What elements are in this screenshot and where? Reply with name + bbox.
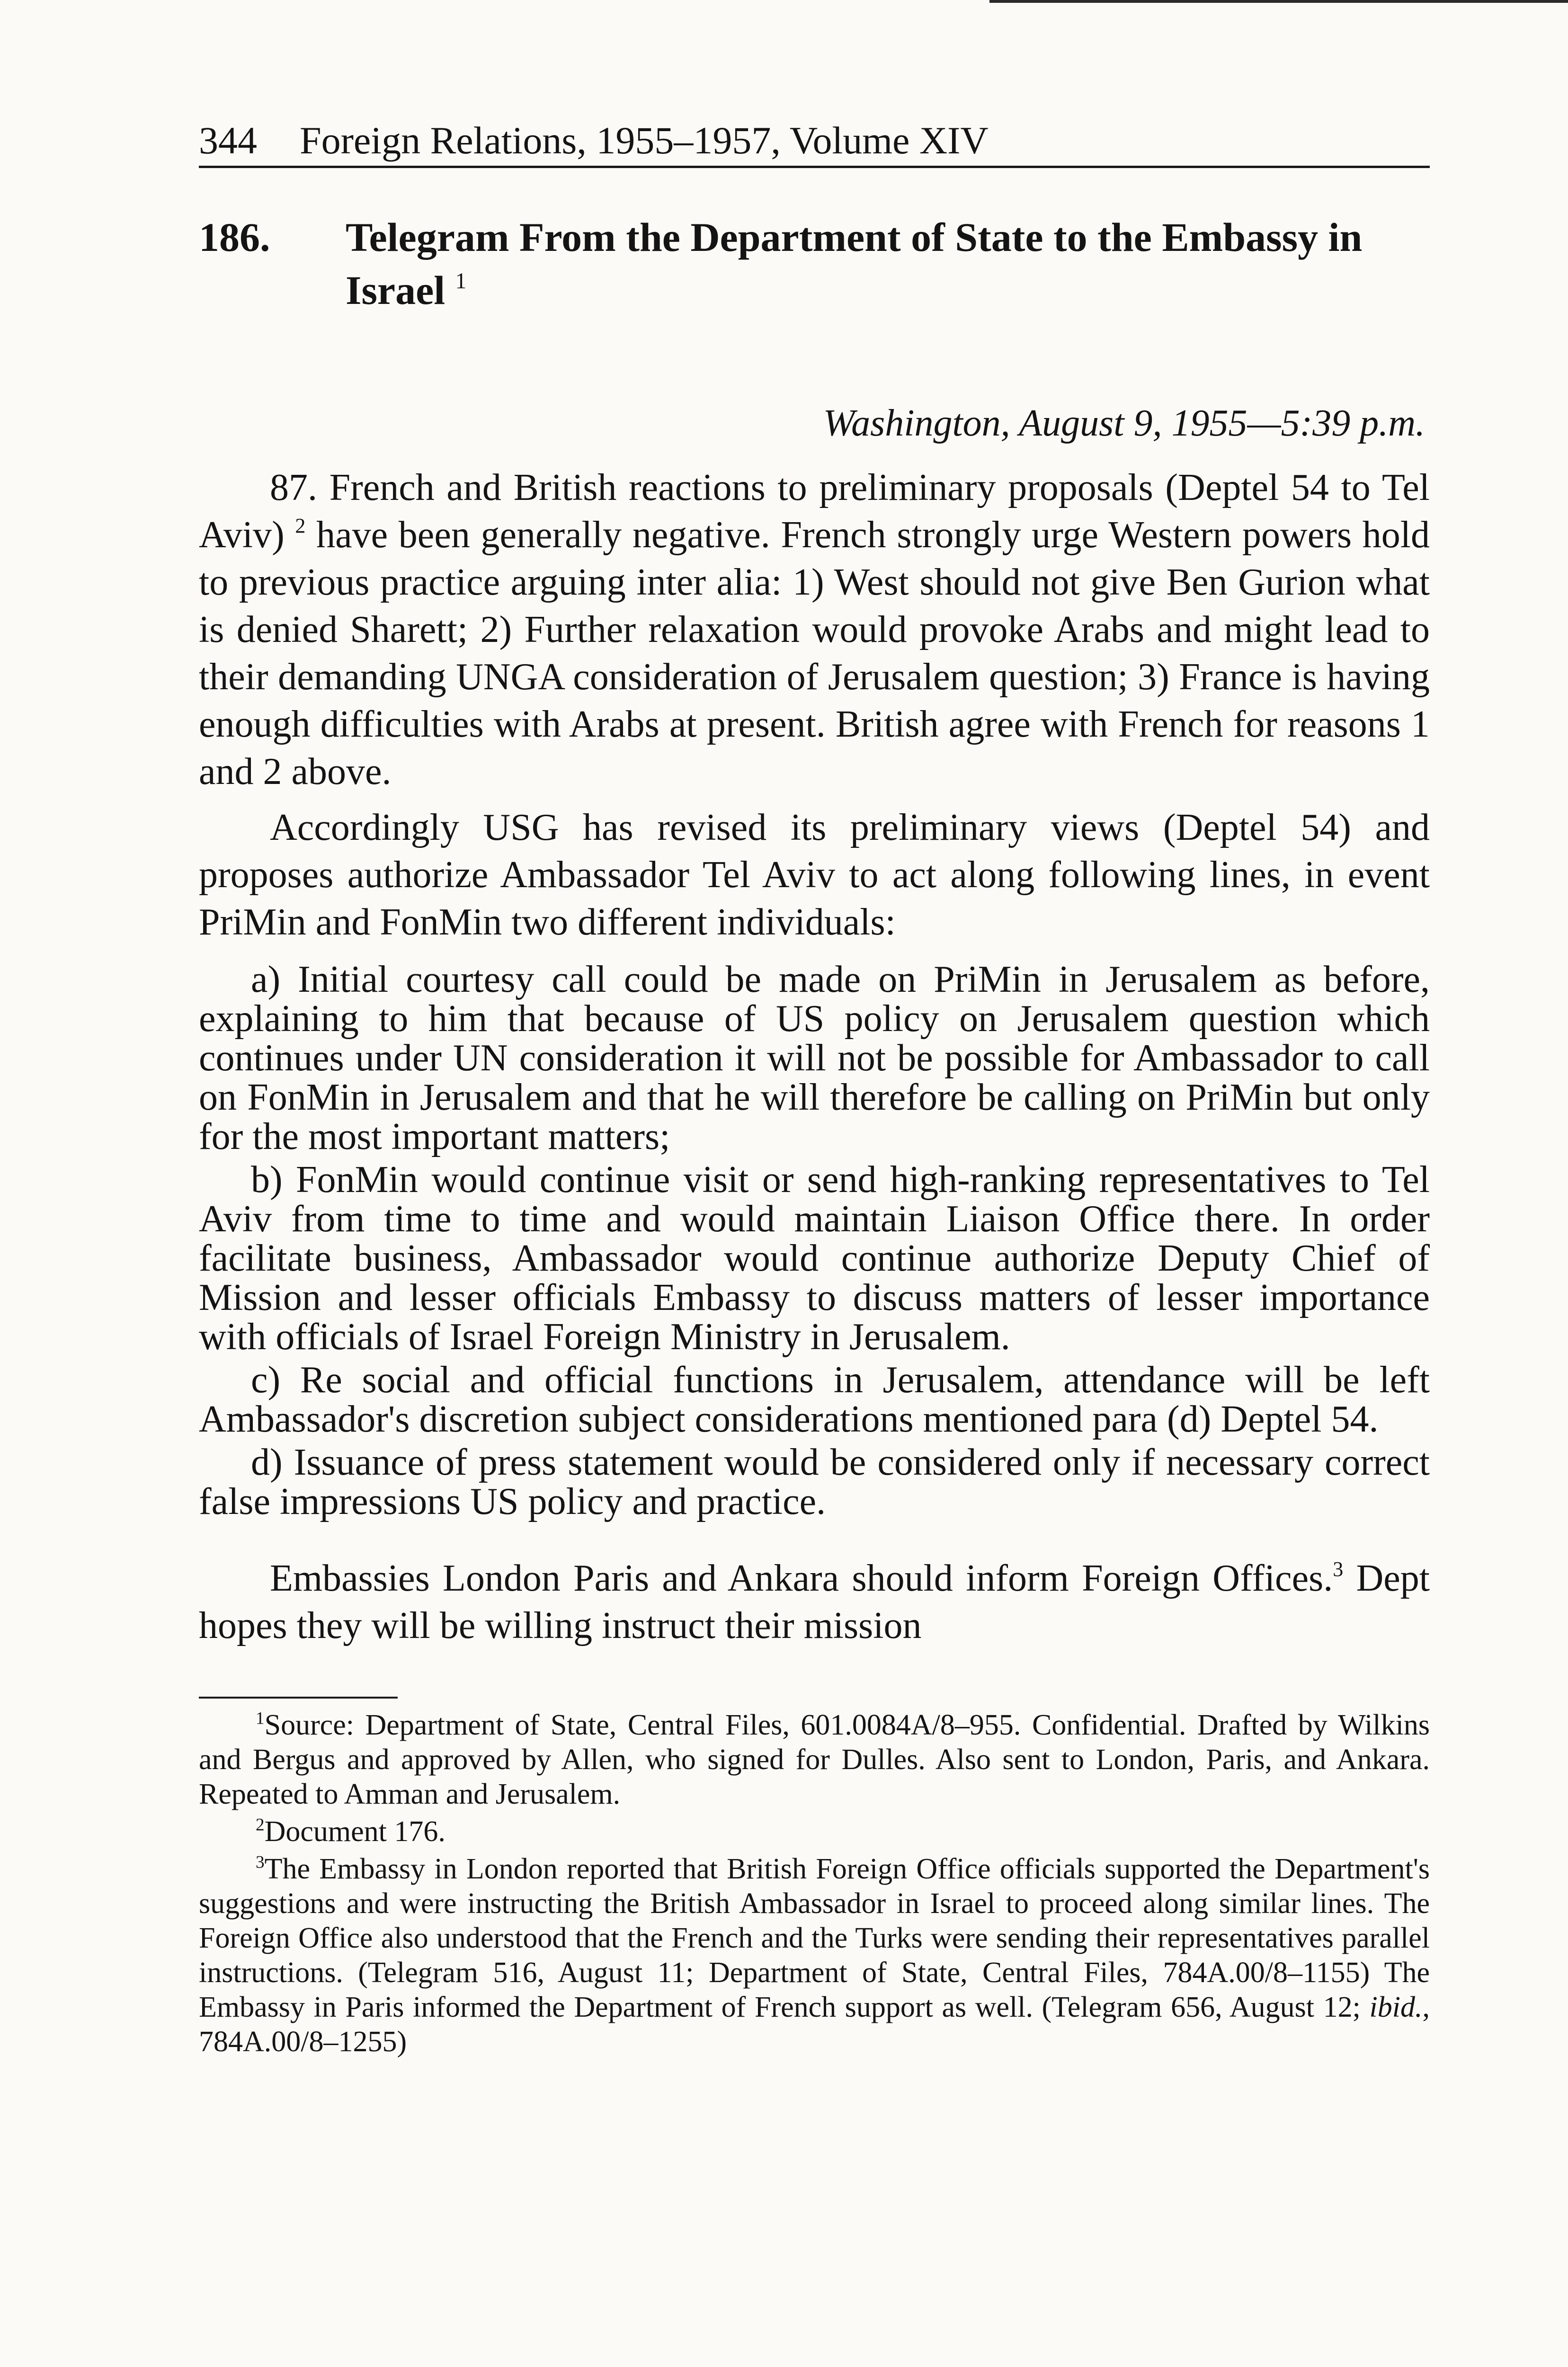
page-number: 344 xyxy=(199,119,257,162)
footnote-divider xyxy=(199,1697,398,1699)
document-number: 186. xyxy=(199,214,270,260)
paragraph-1-text-b: have been generally negative. French strongly urge Western powers hold to previous practice arguing inter alia: 1) West should not give Ben Gurion what is denied Sharett; 2) Further relaxation would provoke Arabs and might lead to their demanding UNGA consideration of Jerusalem question; 3) France is having enough difficulties with Arabs at present. British agree with French for reasons 1 and 2 above. xyxy=(199,514,1430,792)
proposal-item-d: d) Issuance of press statement would be considered only if necessary correct false impressions US policy and practice. xyxy=(199,1442,1430,1522)
closing-text-a: Embassies London Paris and Ankara should inform Foreign Offices. xyxy=(270,1557,1333,1599)
closing-text-b: Dept hopes they will be willing instruct their mission xyxy=(199,1557,1430,1646)
proposal-item-b: b) FonMin would continue visit or send high-ranking representatives to Tel Aviv from time to time and would maintain Liaison Office there. In order facilitate business, Ambassador would continue authorize Deputy Chief of Mission and lesser officials Embassy to discuss matters of lesser importance with officials of Israel Foreign Ministry in Jerusalem. xyxy=(199,1159,1430,1358)
footnote-3 xyxy=(199,1852,1430,2059)
document-heading xyxy=(199,211,1430,317)
footnote-2-mark: 2 xyxy=(256,1815,265,1835)
proposal-item-c: c) Re social and official functions in Jerusalem, attendance will be left Ambassador's discretion subject considerations mentioned para (d) Deptel 54. xyxy=(199,1359,1430,1440)
footnote-2 xyxy=(199,1815,1430,1849)
footnote-1-mark: 1 xyxy=(256,1709,265,1728)
document-title-text: Telegram From the Department of State to the Embassy in Israel xyxy=(346,214,1363,313)
footnote-ref-3: 3 xyxy=(1333,1557,1344,1581)
top-edge-rule xyxy=(989,0,1568,3)
footnote-3-mark: 3 xyxy=(256,1852,265,1872)
proposal-list xyxy=(199,960,1430,1522)
dateline: Washington, August 9, 1955—5:39 p.m. xyxy=(823,402,1425,444)
paragraph-1 xyxy=(199,464,1430,795)
telegram-body xyxy=(199,464,1430,1522)
proposal-item-a: a) Initial courtesy call could be made on PriMin in Jerusalem as before, explaining to him that because of US policy on Jerusalem question which continues under UN consideration it will not be possible for Ambassador to call on FonMin in Jerusalem and that he will therefore be calling on PriMin but only for the most important matters; xyxy=(199,959,1430,1157)
footnote-2-text: Document 176. xyxy=(264,1815,445,1848)
paragraph-1-text-a: 87. French and British reactions to preliminary proposals (Deptel 54 to Tel Aviv) xyxy=(199,467,1430,556)
closing-paragraph xyxy=(199,1555,1430,1649)
footnote-3-text-a: The Embassy in London reported that British Foreign Office officials supported the Department's suggestions and were instructing the British Ambassador in Israel to proceed along similar lines. The Foreign Office also understood that the French and the Turks were sending their representatives parallel instructions. (Telegram 516, August 11; Department of State, Central Files, 784A.00/8–1155) The Embassy in Paris informed the Department of French support as well. (Telegram 656, August 12; xyxy=(199,1853,1430,2023)
running-header xyxy=(199,118,1430,168)
page xyxy=(199,118,1430,2059)
footnote-3-ibid: ibid. xyxy=(1369,1991,1423,2023)
title-footnote-ref: 1 xyxy=(455,268,467,294)
document-title xyxy=(346,211,1430,317)
footnote-ref-2: 2 xyxy=(295,514,306,538)
running-title: Foreign Relations, 1955–1957, Volume XIV xyxy=(300,119,989,162)
footnote-3-text-b: , 784A.00/8–1255) xyxy=(199,1991,1430,2058)
paragraph-2: Accordingly USG has revised its preliminary views (Deptel 54) and proposes authorize Ambassador Tel Aviv to act along following lines, in event PriMin and FonMin two different individuals: xyxy=(199,807,1430,943)
footnotes xyxy=(199,1708,1430,2059)
footnote-1 xyxy=(199,1708,1430,1812)
footnote-1-text: Source: Department of State, Central Files, 601.0084A/8–955. Confidential. Drafted by Wilkins and Bergus and approved by Allen, who signed for Dulles. Also sent to London, Paris, and Ankara. Repeated to Amman and Jerusalem. xyxy=(199,1709,1430,1810)
